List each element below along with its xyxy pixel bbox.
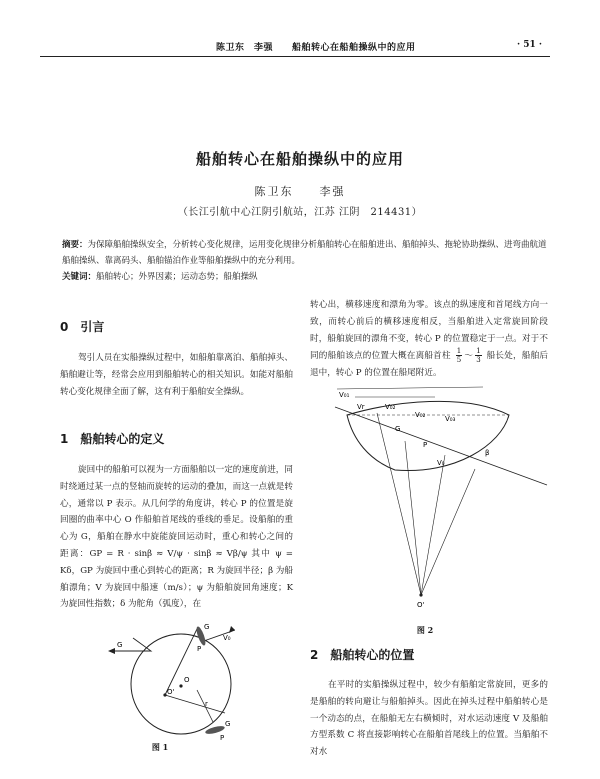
- frac2-den: 3: [476, 356, 481, 365]
- affiliation: （长江引航中心江阴引航站，江苏 江阴 214431）: [177, 207, 423, 218]
- center-point-o: [179, 684, 182, 687]
- fraction-one-fifth: [456, 347, 462, 364]
- label-p-bottom: P: [220, 734, 225, 742]
- section-heading-0: [60, 318, 116, 335]
- ray-2: [405, 441, 421, 595]
- keywords-label: 关键词：: [62, 272, 97, 282]
- fraction-one-third: [475, 347, 481, 364]
- label-p: P: [423, 441, 428, 449]
- frac2-num: 1: [476, 347, 481, 356]
- abstract-text: 为保障船舶操纵安全，分析转心变化规律，运用变化规律分析船舶转心在船舶进出、船舶掉头、拖轮协助操纵、进弯曲航道船舶操纵、靠离码头、船舶锚泊作业等船舶操纵中的充分利用。: [62, 240, 547, 266]
- velocity-arrowhead: [229, 626, 235, 633]
- section-title: 引言: [80, 320, 105, 334]
- cont-text-1: 转心出，横移速度和漂角为零。该点的纵速度和首尾线方向一致，而转心前后的横移速度相反，当船舶进入定常旋回阶段时，船舶旋回的漂角不变，转心 P 的位置稳定于一点。对于不同的船舶该点的位置大概在离船首柱: [310, 300, 548, 362]
- label-v01: V₀₁: [339, 391, 350, 399]
- label-g-top: G: [204, 623, 210, 631]
- label-g-bottom: G: [225, 720, 231, 728]
- section-number: 1: [60, 432, 69, 446]
- running-header: [40, 40, 550, 57]
- frac1-den: 5: [456, 356, 462, 365]
- figure-2-diagram: [325, 385, 550, 620]
- label-v02-top: V₀₂: [385, 403, 396, 411]
- section-heading-1: [60, 430, 176, 447]
- keywords-text: 船舶转心；外界因素；运动态势；船舶操纵: [96, 272, 258, 282]
- radius-line-r: [165, 695, 225, 713]
- section-number: 2: [310, 648, 319, 662]
- tilde: ～: [464, 351, 474, 362]
- turning-circle: [131, 634, 231, 734]
- ship-hull-outline: [347, 401, 509, 470]
- abstract-label: 摘要：: [62, 240, 88, 250]
- label-beta: β: [485, 449, 490, 457]
- cont-text-2: 船长处，船舶后退中，转心 P 的位置在船尾附近。: [310, 351, 548, 379]
- label-g-left: G: [117, 641, 123, 649]
- track-line: [335, 407, 547, 485]
- label-r: r: [205, 700, 208, 708]
- ray-1: [377, 413, 421, 595]
- page-number: · 51 ·: [516, 40, 542, 50]
- paper-title: 船舶转心在船舶操纵中的应用: [195, 150, 404, 168]
- track-arrow: [108, 648, 115, 654]
- section-title: 船舶转心的定义: [80, 432, 165, 446]
- frac1-num: 1: [456, 347, 462, 356]
- figure-1-caption: 图 1: [151, 742, 169, 752]
- intro-paragraph: 驾引人员在实船操纵过程中，如船舶靠离泊、船舶掉头、船舶避让等，经常会应用到船舶转心的相关知识。如能对船舶转心变化规律全面了解，这有利于船舶安全操纵。: [60, 353, 293, 397]
- continuation-paragraph: [310, 297, 548, 382]
- section-title: 船舶转心的位置: [330, 648, 415, 662]
- velocity-line-v1: [337, 387, 483, 389]
- label-p-top: P: [197, 645, 202, 653]
- section-heading-2: [310, 646, 426, 663]
- authors: 陈卫东 李强: [254, 185, 346, 198]
- label-v0: V₀: [437, 459, 445, 467]
- keywords: [62, 269, 548, 285]
- figure-1-diagram: [105, 618, 235, 743]
- label-v-top: V₀: [223, 634, 231, 642]
- abstract: [62, 237, 548, 269]
- definition-paragraph: 旋回中的船舶可以视为一方面船舶以一定的速度前进，同时绕通过某一点的竖轴而旋转的运动的叠加，而这一点就是转心，通常以 P 表示。从几何学的角度讲，转心 P 的位置是旋回圈的曲率中心 O 作船舶首尾线的垂线的垂足。设船舶的重心为 G，船舶在静水中旋能旋回运动时，重心和转心之间的距离：GP = R · sinβ ≈ V/ψ · sinβ ≈ Vβ/ψ 其中 ψ = Kδ，GP 为旋回中重心到转心的距离；R 为旋回半径；β 为船舶漂角；V 为旋回中船速（m/s）；ψ 为船舶旋回角速度；K 为旋回性指数；δ 为舵角（弧度），在: [60, 465, 293, 610]
- figure-2-caption: 图 2: [416, 625, 434, 635]
- label-o: O: [184, 676, 190, 684]
- running-head-title: 陈卫东 李强 船舶转心在船舶操纵中的应用: [216, 43, 416, 53]
- section-2-paragraph: 在平时的实船操纵过程中，较少有船舶定常旋回，更多的是船舶的转向避让与船舶掉头。因此在掉头过程中船舶转心是一个动态的点，在船舶无左右横倾时，对水运动速度 V 及船舶方型系数 C 将直接影响转心在船舶首尾线上的位置。当船舶不对水: [310, 680, 548, 758]
- label-v03: V₀₃: [445, 415, 456, 423]
- label-vr: Vr: [357, 403, 365, 411]
- label-o-prime: O': [167, 688, 175, 696]
- rotation-center: [419, 593, 422, 596]
- section-number: 0: [60, 320, 69, 334]
- label-g: G: [395, 425, 401, 433]
- label-o-prime: O': [417, 601, 425, 609]
- ray-4: [421, 469, 475, 595]
- label-v02: V₀₂: [415, 411, 426, 419]
- ray-3: [421, 455, 445, 595]
